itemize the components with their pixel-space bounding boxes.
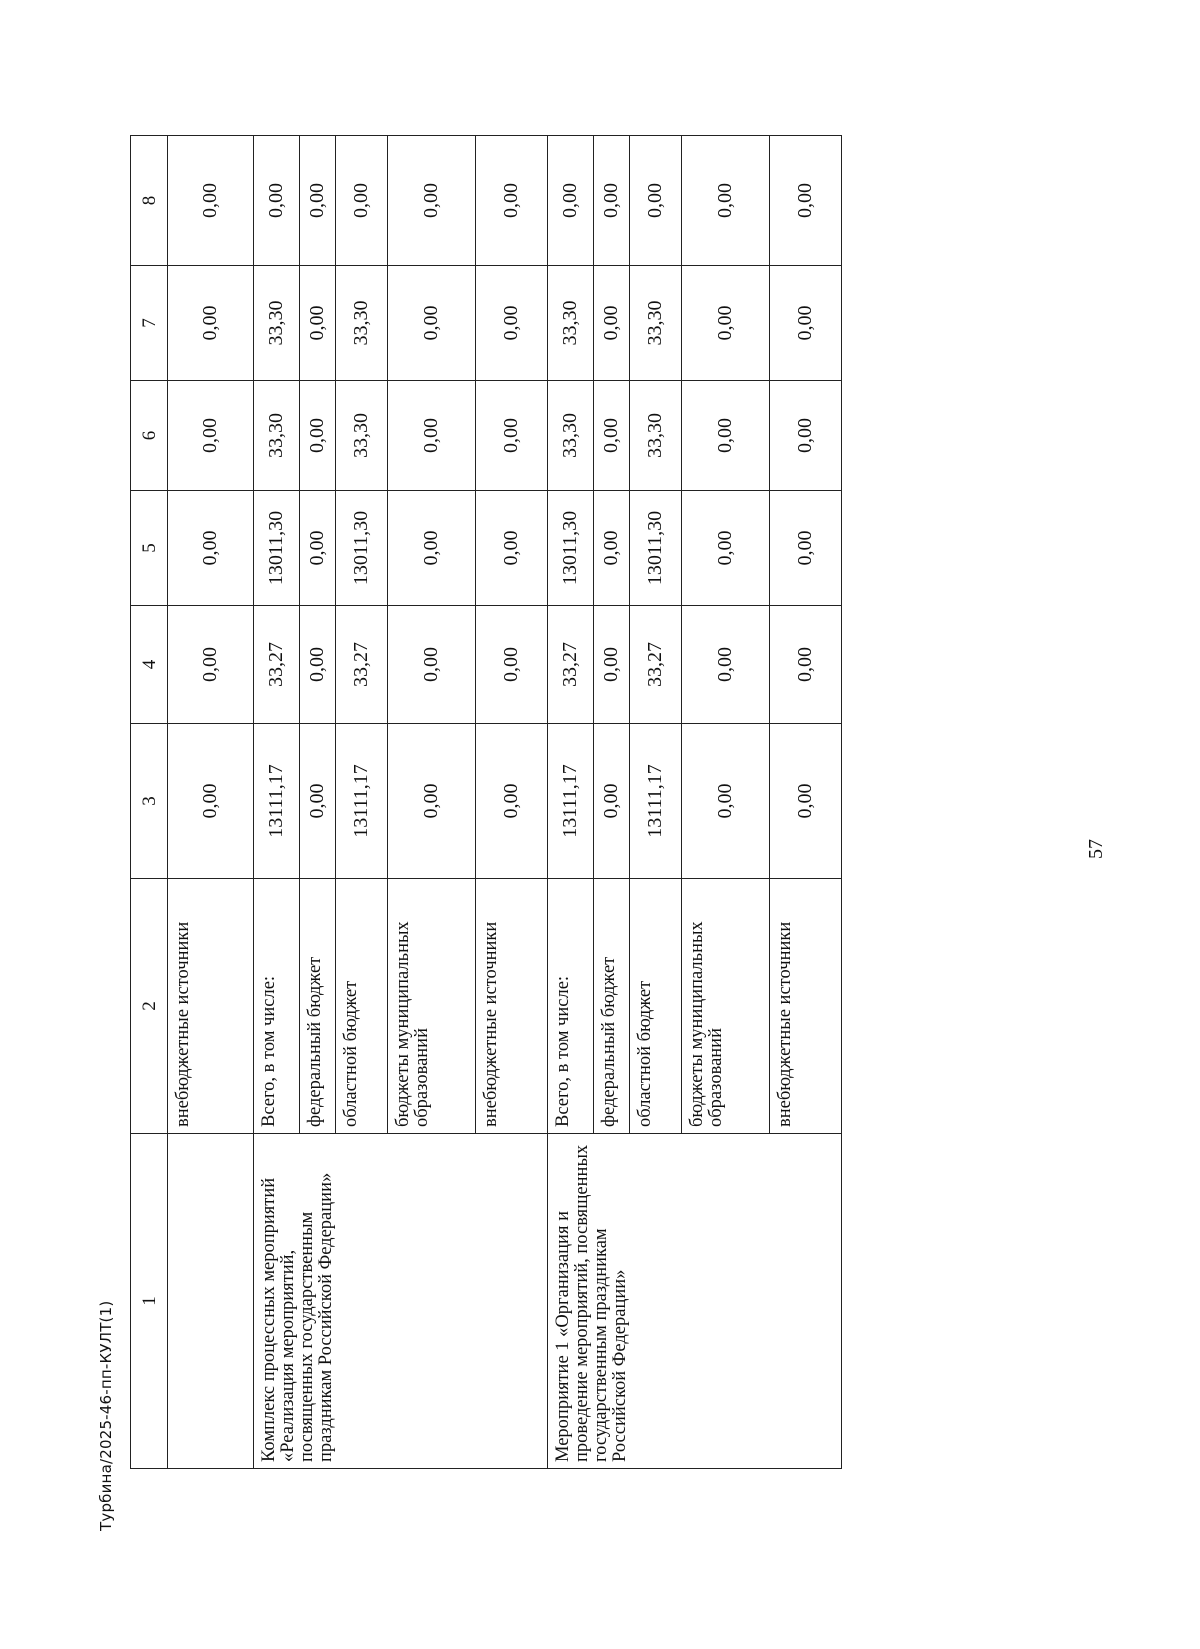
column-number: 1 [131,1134,168,1469]
value-cell: 33,30 [254,381,300,491]
column-number: 5 [131,491,168,606]
funding-source-cell: областной бюджет [630,879,682,1134]
value-cell: 0,00 [682,491,770,606]
table-row [254,136,300,1469]
value-cell: 0,00 [770,381,842,491]
value-cell: 0,00 [168,491,254,606]
column-number: 3 [131,724,168,879]
value-cell: 0,00 [770,606,842,724]
value-cell: 0,00 [476,491,548,606]
funding-source-cell: федеральный бюджет [594,879,630,1134]
value-cell: 0,00 [476,381,548,491]
value-cell: 13011,30 [336,491,388,606]
column-number: 8 [131,136,168,266]
value-cell: 0,00 [388,266,476,381]
value-cell: 0,00 [388,491,476,606]
column-number: 6 [131,381,168,491]
value-cell: 0,00 [168,381,254,491]
value-cell: 33,30 [548,381,594,491]
carried-over-row [168,136,254,1469]
value-cell: 33,27 [254,606,300,724]
rotated-landscape-sheet [0,69,1200,1649]
value-cell: 33,27 [548,606,594,724]
funding-table [130,135,842,1469]
value-cell: 0,00 [388,606,476,724]
value-cell: 0,00 [300,266,336,381]
value-cell: 0,00 [594,724,630,879]
empty-name-cell [168,1134,254,1469]
funding-source-cell: Всего, в том числе: [548,879,594,1134]
value-cell: 0,00 [476,136,548,266]
value-cell: 0,00 [300,606,336,724]
funding-source-cell: бюджеты муниципальных образований [682,879,770,1134]
value-cell: 0,00 [388,381,476,491]
value-cell: 0,00 [594,266,630,381]
column-number: 7 [131,266,168,381]
value-cell: 0,00 [476,606,548,724]
value-cell: 0,00 [300,491,336,606]
value-cell: 0,00 [594,136,630,266]
value-cell: 0,00 [300,381,336,491]
value-cell: 0,00 [476,266,548,381]
value-cell: 33,27 [336,606,388,724]
value-cell: 13111,17 [548,724,594,879]
value-cell: 0,00 [770,266,842,381]
value-cell: 13111,17 [630,724,682,879]
table-row [548,136,594,1469]
value-cell: 0,00 [300,136,336,266]
value-cell: 0,00 [630,136,682,266]
value-cell: 13011,30 [548,491,594,606]
value-cell: 13111,17 [254,724,300,879]
page-number: 57 [1085,839,1107,859]
value-cell: 33,27 [630,606,682,724]
value-cell: 0,00 [770,136,842,266]
value-cell: 33,30 [630,381,682,491]
value-cell: 0,00 [168,724,254,879]
value-cell: 33,30 [254,266,300,381]
funding-source-cell: бюджеты муниципальных образований [388,879,476,1134]
value-cell: 33,30 [630,266,682,381]
value-cell: 13111,17 [336,724,388,879]
value-cell: 0,00 [476,724,548,879]
value-cell: 0,00 [682,136,770,266]
funding-source-cell: внебюджетные источники [476,879,548,1134]
value-cell: 0,00 [682,266,770,381]
funding-source-cell: Всего, в том числе: [254,879,300,1134]
value-cell: 33,30 [548,266,594,381]
value-cell: 0,00 [388,136,476,266]
value-cell: 0,00 [594,491,630,606]
value-cell: 0,00 [336,136,388,266]
funding-source-cell: внебюджетные источники [168,879,254,1134]
value-cell: 0,00 [682,606,770,724]
value-cell: 0,00 [770,491,842,606]
funding-table-body [131,136,842,1469]
funding-source-cell: областной бюджет [336,879,388,1134]
value-cell: 0,00 [168,606,254,724]
value-cell: 0,00 [682,724,770,879]
value-cell: 0,00 [388,724,476,879]
value-cell: 0,00 [770,724,842,879]
column-number: 2 [131,879,168,1134]
value-cell: 33,30 [336,266,388,381]
value-cell: 0,00 [548,136,594,266]
column-number: 4 [131,606,168,724]
value-cell: 0,00 [168,266,254,381]
funding-source-cell: федеральный бюджет [300,879,336,1134]
value-cell: 0,00 [682,381,770,491]
value-cell: 0,00 [168,136,254,266]
funding-source-cell: внебюджетные источники [770,879,842,1134]
value-cell: 0,00 [594,381,630,491]
column-number-header-row [131,136,168,1469]
value-cell: 13011,30 [630,491,682,606]
value-cell: 0,00 [594,606,630,724]
document-footer-code: Турбина/2025-46-пп-КУЛТ(1) [97,1300,115,1531]
value-cell: 0,00 [254,136,300,266]
value-cell: 0,00 [300,724,336,879]
value-cell: 33,30 [336,381,388,491]
activity-name-cell: Комплекс процессных мероприятий «Реализация мероприятий, посвященных государственным праздникам Российской Федерации» [254,1134,548,1469]
activity-name-cell: Мероприятие 1 «Организация и проведение мероприятий, посвященных государственным праздникам Российской Федерации» [548,1134,842,1469]
value-cell: 13011,30 [254,491,300,606]
